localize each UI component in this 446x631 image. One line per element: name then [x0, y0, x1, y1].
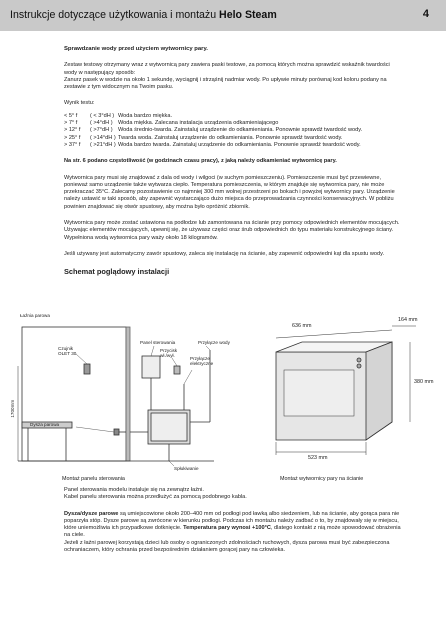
page-header — [0, 0, 446, 31]
dim-depth: 164 mm — [398, 317, 418, 323]
main-content — [64, 46, 402, 276]
water-check-intro: Zestaw testowy otrzymany wraz z wytwornicą pary zawiera paski testowe, za pomocą których można sprawdzić wskaźnik twardości wody w następujący sposób: — [64, 62, 390, 76]
label-sauna: Łaźnia parowa — [20, 313, 50, 318]
hardness-range: > 7° f — [64, 120, 78, 127]
sauna-room-diagram — [18, 327, 214, 466]
temperature-warning: , dlatego kontakt z nią może spowodować obrażenia na ciele. — [64, 525, 401, 539]
hardness-row — [64, 113, 362, 120]
wall-mount-diagram — [276, 323, 416, 455]
hardness-range: > 37° f — [64, 141, 81, 148]
hardness-dh: ( < 3°dH ) — [90, 112, 115, 119]
label-drain: Spłukiwanie — [174, 466, 199, 471]
panel-text-1: Panel sterowania modelu instaluje się na zewnątrz łaźni. — [64, 487, 204, 493]
hardness-text: Woda bardzo twarda. Zainstaluj urządzenie do odkamieniania. Ponownie sprawdź twardość wody. — [118, 141, 361, 148]
nozzle-paragraph — [64, 511, 404, 540]
test-result-label: Wynik testu: — [64, 100, 95, 107]
hardness-text: Twarda woda. Zainstaluj urządzenie do odkamieniania. Ponownie sprawdź twardość wody. — [118, 134, 343, 141]
hardness-text: Woda miękka. Zalecana instalacja urządzenia odkamieniającego — [118, 120, 279, 127]
dim-width: 636 mm — [292, 323, 312, 329]
installation-diagram-svg — [14, 310, 434, 486]
hardness-row — [64, 120, 362, 127]
nozzle-heading: Dysza/dysze parowe — [64, 510, 119, 517]
hardness-text: Woda średnio-twarda. Zainstaluj urządzenie do odkamieniania. Ponownie sprawdź twardość wody. — [118, 127, 363, 134]
nozzle-text: są umiejscowione około 200–400 mm od podłogi pod ławką albo siedzeniem, lub na ścianie, aby gorąca para nie poparzyła stóp. Dysze parowe są zwrócone w kierunku podłogi. Podczas ich montażu należy zadbać o to, by znajdowały się w miejscu, które uniemożliwia ich przypadkowe dotknięcie. — [64, 510, 400, 532]
hardness-row — [64, 135, 362, 142]
hardness-dh: ( >21°dH ) — [90, 141, 116, 148]
caption-panel-mount: Montaż panelu sterowania — [62, 476, 125, 482]
hardness-text: Woda bardzo miękka. — [118, 112, 172, 119]
hardness-range: > 12° f — [64, 127, 81, 134]
descaling-note: Na str. 6 podano częstotliwość (w godzinach czasu pracy), z jaką należy odkamieniać wytwornicę pary. — [64, 158, 337, 165]
page-title — [10, 9, 277, 21]
hardness-table — [64, 113, 362, 149]
children-warning: Jeżeli z łaźni parowej korzystają dzieci lub osoby o ograniczonych zdolnościach ruchowych, dysza parowa musi być zabezpieczona ochraniaczem, który ochrania przed bezpośrednim działaniem gorącej pary na człowieka. — [64, 539, 390, 554]
hardness-row — [64, 127, 362, 134]
label-sensor: Czujnik OLET 30 — [58, 346, 77, 357]
label-panel: Panel sterowania — [140, 340, 176, 345]
steam-temperature: Temperatura pary wynosi +100°C — [183, 525, 271, 532]
hardness-dh: ( >4°dH ) — [90, 120, 113, 127]
title-text: Instrukcje dotyczące użytkowania i montażu — [10, 9, 217, 21]
hardness-range: > 25° f — [64, 134, 81, 141]
schema-title: Schemat poglądowy instalacji — [64, 267, 170, 277]
label-switch: Przycisk wł./wył. — [160, 348, 178, 359]
label-nozzle: Dysza parowa — [30, 422, 60, 427]
brand-name: Helo Steam — [219, 9, 277, 21]
page-number: 4 — [422, 8, 429, 20]
hardness-dh: ( >14°dH ) — [90, 134, 116, 141]
installation-diagrams — [10, 310, 434, 486]
caption-generator-mount: Montaż wytwornicy pary na ścianie — [280, 476, 364, 482]
water-check-instruction: Zanurz pasek w wodzie na około 1 sekundę, wyciągnij i strząśnij nadmiar wody. Po upływie minuty porównaj kod koloru podany na zestawie z tym widocznym na Twoim pasku. — [64, 76, 387, 91]
label-height: 1700mm — [10, 399, 16, 418]
label-water-connection: Przyłącze wody — [198, 340, 230, 345]
hardness-row — [64, 142, 362, 149]
dim-height: 380 mm — [414, 379, 434, 385]
water-check-heading: Sprawdzanie wody przed użyciem wytwornicy pary. — [64, 46, 208, 52]
dim-length: 523 mm — [308, 455, 328, 461]
hardness-range: < 5° f — [64, 112, 78, 119]
panel-text-2: Kabel panelu sterowania można przedłużyć za pomocą podobnego kabla. — [64, 494, 247, 501]
hardness-dh: ( >7°dH ) — [90, 127, 113, 134]
bottom-section — [64, 487, 404, 554]
installation-para-3: Jeśli używany jest automatyczny zawór spustowy, zaleca się instalację na ścianie, aby zapewnić odpowiedni kąt dla spustu wody. — [64, 250, 385, 257]
installation-para-2: Wytwornica pary może zostać ustawiona na podłodze lub zamontowana na ścianie przy pomocy odpowiednich elementów mocujących. Używając elementów mocujących, upewnij się, że używasz części oraz śrub odpowiednich do typu materiału konstrukcyjnego ściany. Wypełniona wodą wytwornica pary waży około 18 kilogramów. — [64, 220, 400, 241]
installation-para-1: Wytwornica pary musi się znajdować z dala od wody i wilgoci (w suchym pomieszczeniu). Pomieszczenie musi być przewiewne, ponieważ samo urządzenie także wytwarza ciepło. Temperatura pomieszczenia, w którym znajduje się wytwornica pary, nie może przekraczać 35°C. Zalecamy pozostawienie co najmniej 300 mm wolnej przestrzeni po bokach i powyżej wytwornicy pary. Urządzenie należy ustawić w taki sposób, aby zapewnić wystarczająco dużo miejsca do przeprowadzania czynności konserwacyjnych. W pobliżu powinien znajdować się otwór spustowy, aby można było opróżnić zbiornik. — [64, 174, 395, 210]
label-electric: Przyłącze elektryczne — [190, 356, 214, 367]
